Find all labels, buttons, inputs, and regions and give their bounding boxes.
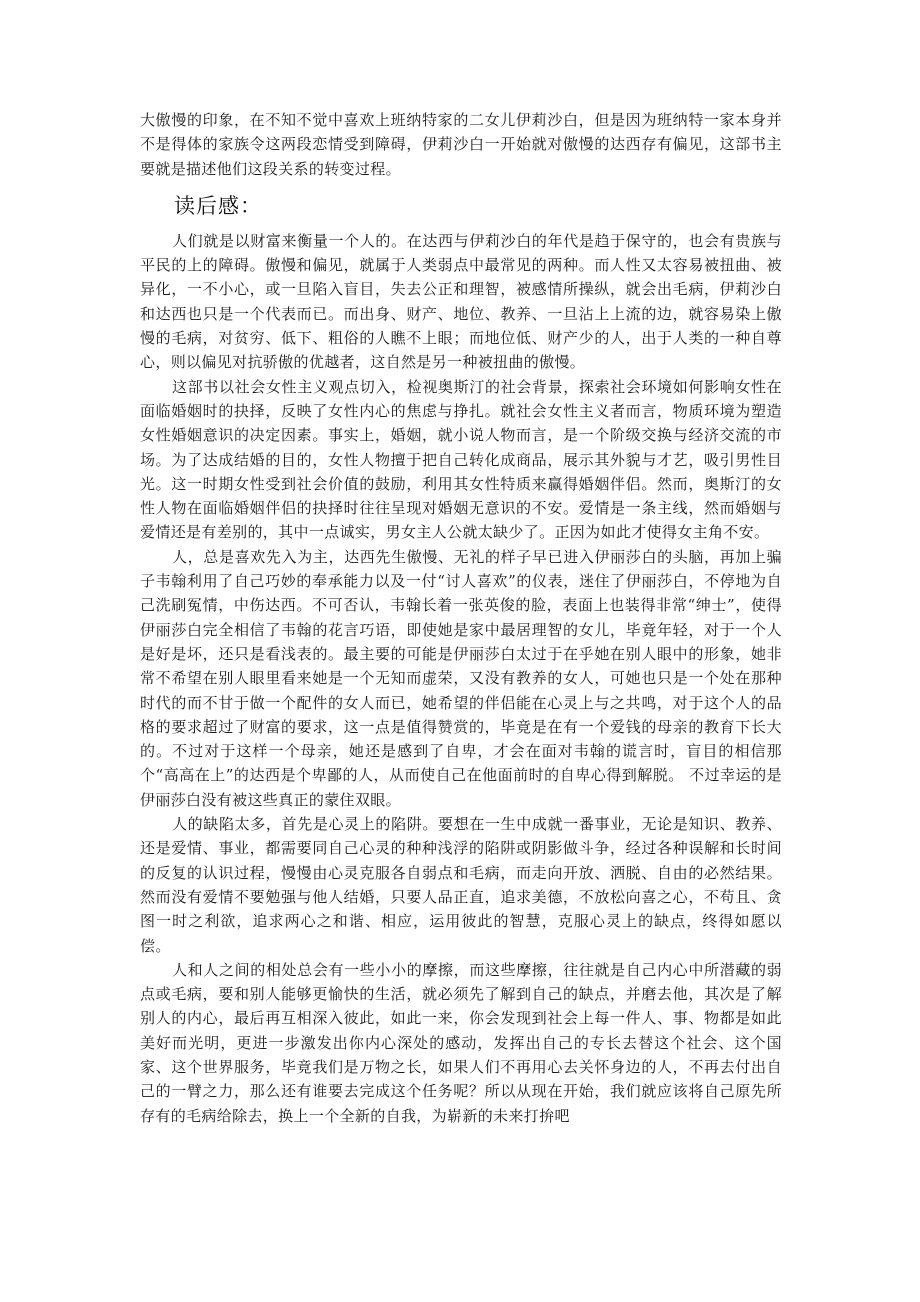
body-paragraph-4: 人的缺陷太多，首先是心灵上的陷阱。要想在一生中成就一番事业，无论是知识、教养、还是爱情、事业，都需要同自己心灵的种种浅浮的陷阱或阴影做斗争，经过各种误解和长时间的反复的认识过程，慢慢由心灵克服各自弱点和毛病，而走向开放、洒脱、自由的必然结果。然而没有爱情不要勉强与他人结婚，只要人品正直，追求美德，不放松向喜之心，不苟且、贪图一时之利欲，追求两心之和谐、相应，运用彼此的智慧，克服心灵上的缺点，终得如愿以偿。 [140, 815, 782, 955]
body-paragraph-3: 人，总是喜欢先入为主，达西先生傲慢、无礼的样子早已进入伊丽莎白的头脑，再加上骗子韦翰利用了自己巧妙的奉承能力以及一付“讨人喜欢”的仪表，迷住了伊丽莎白，不停地为自己洗刷冤情，中伤达西。不可否认，韦翰长着一张英俊的脸，表面上也装得非常“绅士”，使得伊丽莎白完全相信了韦翰的花言巧语，即使她是家中最居理智的女儿，毕竟年轻，对于一个人是好是坏，还只是看浅表的。最主要的可能是伊丽莎白太过于在乎她在别人眼中的形象，她非常不希望在别人眼里看来她是一个无知而虚荣，又没有教养的女人，可她也只是一个处在那种时代的而不甘于做一个配件的女人而已，她希望的伴侣能在心灵上与之共鸣，对于这个人的品格的要求超过了财富的要求，这一点是值得赞赏的，毕竟是在有一个爱钱的母亲的教育下长大的。不过对于这样一个母亲，她还是感到了自卑，才会在面对韦翰的谎言时，盲目的相信那个“高高在上”的达西是个卑鄙的人，从而使自己在他面前时的自卑心得到解脱。 不过幸运的是伊丽莎白没有被这些真正的蒙住双眼。 [140, 547, 782, 809]
intro-paragraph: 大傲慢的印象，在不知不觉中喜欢上班纳特家的二女儿伊莉沙白，但是因为班纳特一家本身并不是得体的家族令这两段恋情受到障碍，伊莉沙白一开始就对傲慢的达西存有偏见，这部书主要就是描述他们这段关系的转变过程。 [140, 111, 782, 178]
document-body [140, 108, 782, 1128]
body-paragraph-1: 人们就是以财富来衡量一个人的。在达西与伊莉沙白的年代是趋于保守的，也会有贵族与平民的上的障碍。傲慢和偏见，就属于人类弱点中最常见的两种。而人性又太容易被扭曲、被异化，一不小心，或一旦陷入盲目，失去公正和理智，被感情所操纵，就会出毛病，伊莉沙白和达西也只是一个代表而已。而出身、财产、地位、教养、一旦沾上上流的边，就容易染上傲慢的毛病，对贫穷、低下、粗俗的人瞧不上眼；而地位低、财产少的人，出于人类的一种自尊心，则以偏见对抗骄傲的优越者，这自然是另一种被扭曲的傲慢。 [140, 231, 782, 372]
section-heading: 读后感： [174, 193, 262, 218]
body-paragraph-2: 这部书以社会女性主义观点切入，检视奥斯汀的社会背景，探索社会环境如何影响女性在面临婚姻时的抉择，反映了女性内心的焦虑与挣扎。就社会女性主义者而言，物质环境为塑造女性婚姻意识的决定因素。事实上，婚姻，就小说人物而言，是一个阶级交换与经济交流的市场。为了达成结婚的目的，女性人物擅于把自己转化成商品，展示其外貌与才艺，吸引男性目光。这一时期女性受到社会价值的鼓励，利用其女性特质来赢得婚姻伴侣。然而，奥斯汀的女性人物在面临婚姻伴侣的抉择时往往呈现对婚姻无意识的不安。爱情是一条主线，然而婚姻与爱情还是有差别的，其中一点诚实，男女主人公就太缺少了。正因为如此才使得女主角不安。 [140, 377, 782, 542]
body-paragraph-5: 人和人之间的相处总会有一些小小的摩擦，而这些摩擦，往往就是自己内心中所潜藏的弱点或毛病，要和别人能够更愉快的生活，就必须先了解到自己的缺点，并磨去他，其次是了解别人的内心，最后再互相深入彼此，如此一来，你会发现到社会上每一件人、事、物都是如此美好而光明，更进一步激发出你内心深处的感动，发挥出自己的专长去替这个社会、这个国家、这个世界服务，毕竟我们是万物之长，如果人们不再用心去关怀身边的人，不再去付出自己的一臂之力，那么还有谁要去完成这个任务呢？所以从现在开始，我们就应该将自己原先所存有的毛病给除去，换上一个全新的自我，为崭新的未来打拚吧 [140, 960, 782, 1125]
